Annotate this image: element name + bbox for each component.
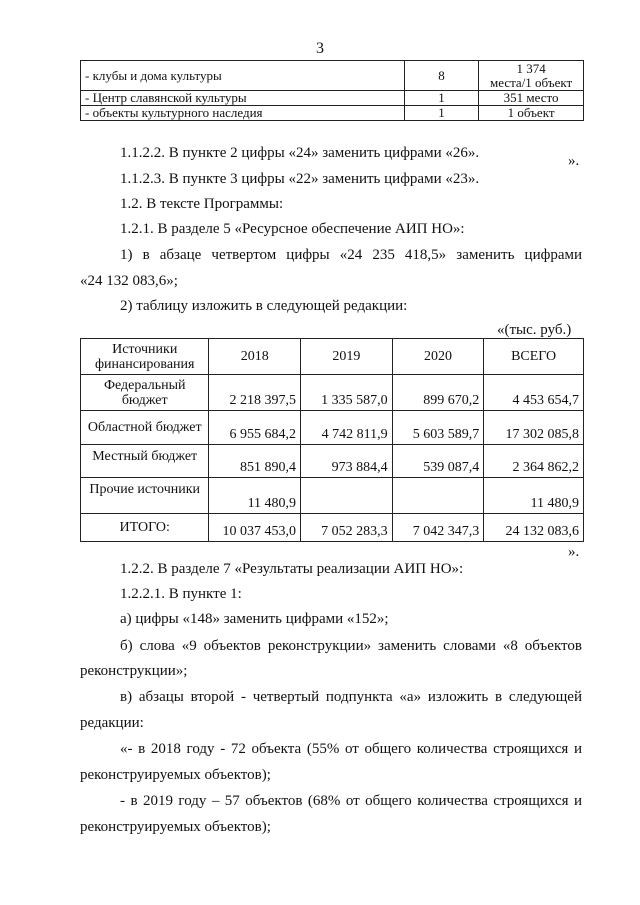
facility-capacity: 351 место <box>479 91 584 106</box>
paragraph-2018: «- в 2018 году - 72 объекта (55% от общего количества строящихся и <box>120 741 582 757</box>
cell-2018: 10 037 453,0 <box>209 514 301 542</box>
cell-2018: 2 218 397,5 <box>209 375 301 411</box>
paragraph-1-2-2-1: 1.2.2.1. В пункте 1: <box>120 586 242 602</box>
row-source: Федеральный бюджет <box>81 375 209 411</box>
cell-2020 <box>392 478 484 514</box>
table-header-row <box>81 339 584 375</box>
paragraph-item-1: 1) в абзаце четвертом цифры «24 235 418,5» заменить цифрами <box>120 247 582 263</box>
facility-count: 8 <box>404 61 478 91</box>
unit-note: «(тыс. руб.) <box>497 322 572 338</box>
paragraph-1-1-2-2: 1.1.2.2. В пункте 2 цифры «24» заменить цифрами «26». <box>120 145 480 161</box>
paragraph-2019: - в 2019 году – 57 объектов (68% от общего количества строящихся и <box>120 793 582 809</box>
facilities-table <box>80 60 584 121</box>
paragraph-2018-cont: реконструируемых объектов); <box>80 767 271 783</box>
table-row <box>81 478 584 514</box>
cell-2020: 899 670,2 <box>392 375 484 411</box>
closing-quote: ». <box>568 544 580 560</box>
cell-total: 4 453 654,7 <box>484 375 584 411</box>
facility-capacity <box>479 61 584 91</box>
capacity-line-2: места/1 объект <box>490 74 573 90</box>
cell-2019: 973 884,4 <box>301 445 393 478</box>
cell-2019: 4 742 811,9 <box>301 411 393 445</box>
col-header-source: Источники финансирования <box>81 339 209 375</box>
table-row <box>81 411 584 445</box>
facility-count: 1 <box>404 106 478 121</box>
table-row <box>81 375 584 411</box>
cell-2019: 1 335 587,0 <box>301 375 393 411</box>
page-number: 3 <box>316 40 324 57</box>
paragraph-1-2-1: 1.2.1. В разделе 5 «Ресурсное обеспечение АИП НО»: <box>120 221 465 237</box>
table-row-total <box>81 514 584 542</box>
capacity-line-1: 1 374 <box>516 60 546 76</box>
col-header-2020: 2020 <box>392 339 484 375</box>
cell-total: 2 364 862,2 <box>484 445 584 478</box>
table-row <box>81 445 584 478</box>
paragraph-b: б) слова «9 объектов реконструкции» заменить словами «8 объектов <box>120 638 582 654</box>
cell-2018: 11 480,9 <box>209 478 301 514</box>
col-header-2018: 2018 <box>209 339 301 375</box>
paragraph-1-2: 1.2. В тексте Программы: <box>120 196 284 212</box>
row-source: Прочие источники <box>81 478 209 514</box>
cell-2019: 7 052 283,3 <box>301 514 393 542</box>
row-source: Областной бюджет <box>81 411 209 445</box>
cell-2020: 7 042 347,3 <box>392 514 484 542</box>
paragraph-1-2-2: 1.2.2. В разделе 7 «Результаты реализации АИП НО»: <box>120 561 464 577</box>
paragraph-a: а) цифры «148» заменить цифрами «152»; <box>120 611 389 627</box>
paragraph-v-cont: редакции: <box>80 715 144 731</box>
facility-count: 1 <box>404 91 478 106</box>
cell-total: 11 480,9 <box>484 478 584 514</box>
col-header-2019: 2019 <box>301 339 393 375</box>
paragraph-item-2: 2) таблицу изложить в следующей редакции: <box>120 298 408 314</box>
row-source: ИТОГО: <box>81 514 209 542</box>
paragraph-2019-cont: реконструируемых объектов); <box>80 819 271 835</box>
paragraph-v: в) абзацы второй - четвертый подпункта «а» изложить в следующей <box>120 689 582 705</box>
table-row <box>81 61 584 91</box>
closing-quote: ». <box>568 153 580 169</box>
cell-total: 24 132 083,6 <box>484 514 584 542</box>
facility-capacity: 1 объект <box>479 106 584 121</box>
paragraph-item-1-cont: «24 132 083,6»; <box>80 273 178 289</box>
paragraph-b-cont: реконструкции»; <box>80 663 188 679</box>
table-row <box>81 106 584 121</box>
row-source: Местный бюджет <box>81 445 209 478</box>
cell-total: 17 302 085,8 <box>484 411 584 445</box>
facility-name: - Центр славянской культуры <box>81 91 405 106</box>
facility-name: - объекты культурного наследия <box>81 106 405 121</box>
table-row <box>81 91 584 106</box>
cell-2018: 6 955 684,2 <box>209 411 301 445</box>
cell-2020: 5 603 589,7 <box>392 411 484 445</box>
facility-name: - клубы и дома культуры <box>81 61 405 91</box>
paragraph-1-1-2-3: 1.1.2.3. В пункте 3 цифры «22» заменить цифрами «23». <box>120 171 480 187</box>
financing-table <box>80 338 584 542</box>
cell-2020: 539 087,4 <box>392 445 484 478</box>
cell-2018: 851 890,4 <box>209 445 301 478</box>
col-header-total: ВСЕГО <box>484 339 584 375</box>
cell-2019 <box>301 478 393 514</box>
